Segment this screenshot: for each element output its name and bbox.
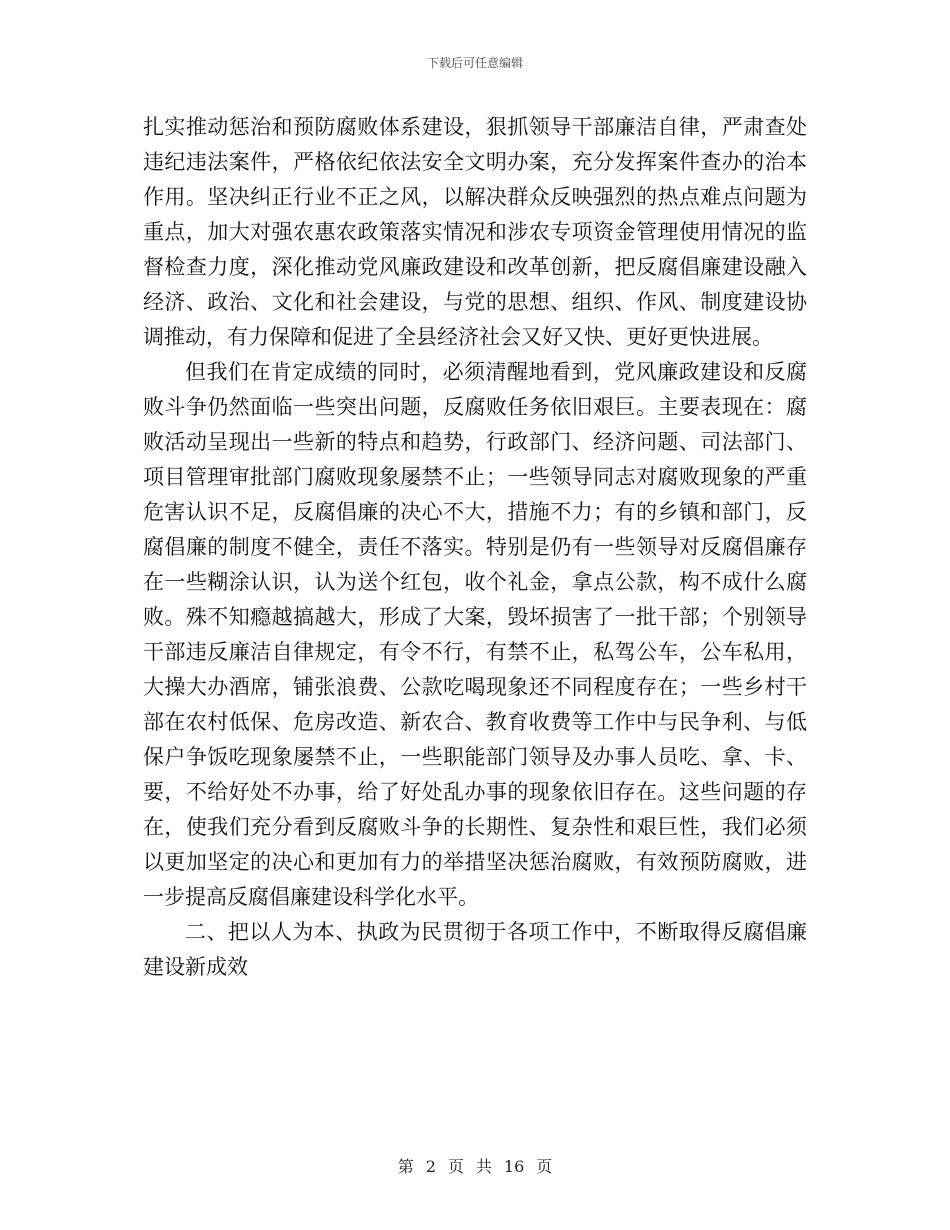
page-header: 下载后可任意编辑: [426, 56, 523, 70]
paragraph-problems: 但我们在肯定成绩的同时，必须清醒地看到，党风廉政建设和反腐败斗争仍然面临一些突出问题，反腐败任务依旧艰巨。主要表现在：腐败活动呈现出一些新的特点和趋势，行政部门、经济问题、司法部门、项目管理审批部门腐败现象屡禁不止；一些领导同志对腐败现象的严重危害认识不足，反腐倡廉的决心不大，措施不力；有的乡镇和部门，反腐倡廉的制度不健全，责任不落实。特别是仍有一些领导对反腐倡廉存在一些糊涂认识，认为送个红包，收个礼金，拿点公款，构不成什么腐败。殊不知瘾越搞越大，形成了大案，毁坏损害了一批干部；个别领导干部违反廉洁自律规定，有令不行，有禁不止，私驾公车，公车私用，大操大办酒席，铺张浪费、公款吃喝现象还不同程度存在；一些乡村干部在农村低保、危房改造、新农合、教育收费等工作中与民争利、与低保户争饭吃现象屡禁不止，一些职能部门领导及办事人员吃、拿、卡、要，不给好处不办事，给了好处乱办事的现象依旧存在。这些问题的存在，使我们充分看到反腐败斗争的长期性、复杂性和艰巨性，我们必须以更加坚定的决心和更加有力的举措坚决惩治腐败，有效预防腐败，进一步提高反腐倡廉建设科学化水平。: [143, 360, 807, 909]
paragraph-continuation: 扎实推动惩治和预防腐败体系建设，狠抓领导干部廉洁自律，严肃查处违纪违法案件，严格依纪依法安全文明办案，充分发挥案件查办的治本作用。坚决纠正行业不正之风，以解决群众反映强烈的热点难点问题为重点，加大对强农惠农政策落实情况和涉农专项资金管理使用情况的监督检查力度，深化推动党风廉政建设和改革创新，把反腐倡廉建设融入经济、政治、文化和社会建设，与党的思想、组织、作风、制度建设协调推动，有力保障和促进了全县经济社会又好又快、更好更快进展。: [143, 115, 807, 349]
section-heading: 二、把以人为本、执政为民贯彻于各项工作中，不断取得反腐倡廉建设新成效: [143, 920, 807, 979]
footer-total-pages: 16: [503, 1157, 525, 1176]
footer-label-page: 第: [397, 1157, 414, 1176]
footer-current-page: 2: [425, 1157, 436, 1176]
page-footer: [0, 1154, 950, 1177]
document-body: [143, 110, 807, 985]
footer-label-unit: 页: [447, 1157, 464, 1176]
footer-label-unit-end: 页: [536, 1157, 553, 1176]
footer-label-total: 共: [475, 1157, 492, 1176]
